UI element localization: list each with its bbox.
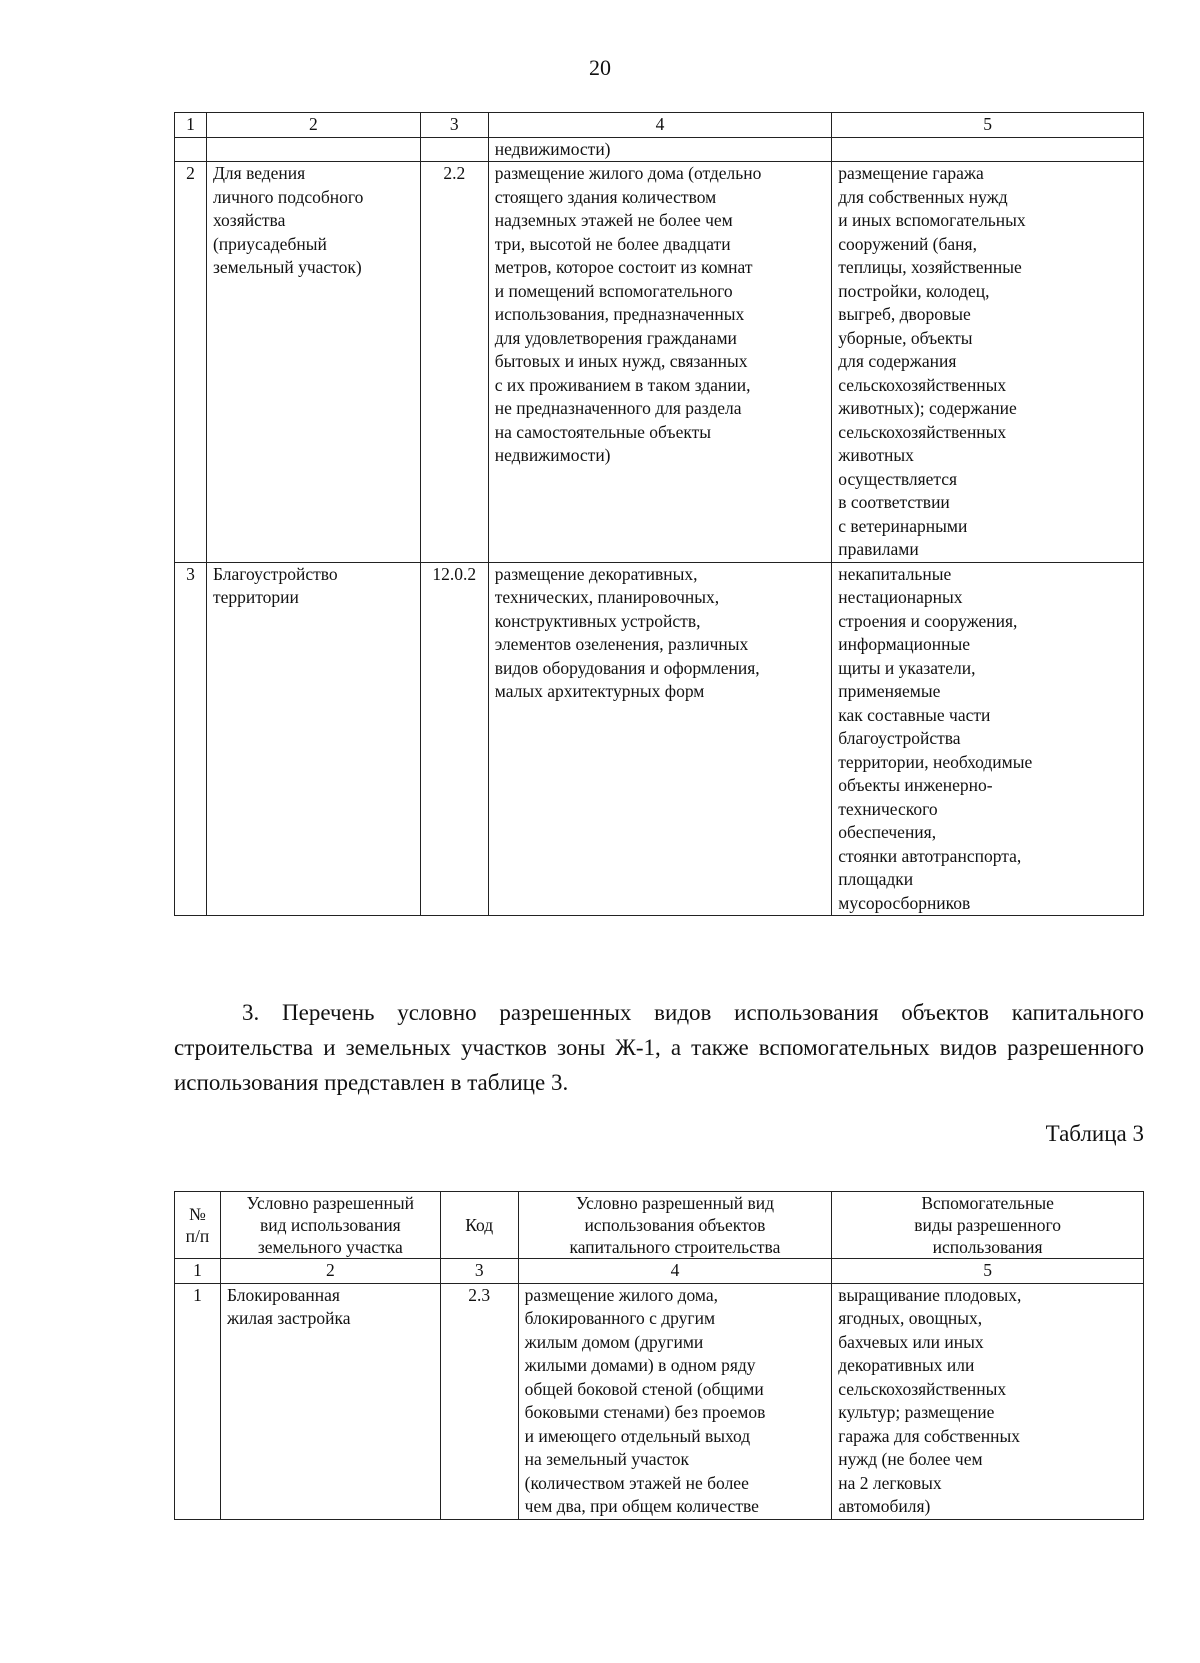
land-use-code: 2.3 [440,1283,518,1519]
table-caption: Таблица 3 [1045,1121,1144,1146]
section-paragraph-text: 3. Перечень условно разрешенных видов использования объектов капитального строительства и земельных участков зоны Ж-1, а также вспомогательных видов разрешенного использования представлен в таблице 3. [174,1000,1144,1095]
auxiliary-use [832,137,1144,162]
auxiliary-use: некапитальные нестационарных строения и сооружения, информационные щиты и указатели, применяемые как составные части благоустройства территории, необходимые объекты инженерно- технического обеспечения, стоянки автотранспорта, площадки мусоросборников [832,562,1144,916]
row-number: 1 [175,1283,221,1519]
column-number: 3 [440,1259,518,1284]
use-description: недвижимости) [488,137,832,162]
row-number [175,137,207,162]
use-description: размещение декоративных, технических, планировочных, конструктивных устройств, элементов озеленения, различных видов оборудования и оформления, малых архитектурных форм [488,562,832,916]
land-use-code: 12.0.2 [420,562,488,916]
row-number: 3 [175,562,207,916]
land-use-code: 2.2 [420,162,488,563]
table-row [175,162,1144,563]
column-number: 1 [175,1259,221,1284]
column-number: 4 [518,1259,832,1284]
land-use-name [206,137,420,162]
land-use-name: Блокированная жилая застройка [220,1283,440,1519]
column-number: 5 [832,113,1144,138]
header-cell: № п/п [175,1192,221,1259]
land-use-name: Для ведения личного подсобного хозяйства (приусадебный земельный участок) [206,162,420,563]
header-row [175,1192,1144,1259]
column-number: 3 [420,113,488,138]
header-cell: Код [440,1192,518,1259]
conditional-use-table [174,1191,1144,1520]
column-number: 4 [488,113,832,138]
land-use-name: Благоустройство территории [206,562,420,916]
auxiliary-use: выращивание плодовых, ягодных, овощных, бахчевых или иных декоративных или сельскохозяйственных культур; размещение гаража для собственных нужд (не более чем на 2 легковых автомобиля) [832,1283,1144,1519]
table-row [175,1283,1144,1519]
table-row [175,137,1144,162]
header-cell: Условно разрешенный вид использования земельного участка [220,1192,440,1259]
use-description: размещение жилого дома, блокированного с другим жилым домом (другими жилыми домами) в одном ряду общей боковой стеной (общими боковыми стенами) без проемов и имеющего отдельный выход на земельный участок (количеством этажей не более чем два, при общем количестве [518,1283,832,1519]
column-number-row [175,1259,1144,1284]
row-number: 2 [175,162,207,563]
land-use-table-continued [174,112,1144,916]
column-number: 2 [220,1259,440,1284]
use-description: размещение жилого дома (отдельно стоящего здания количеством надземных этажей не более чем три, высотой не более двадцати метров, которое состоит из комнат и помещений вспомогательного использования, предназначенных для удовлетворения гражданами бытовых и иных нужд, связанных с их проживанием в таком здании, не предназначенного для раздела на самостоятельные объекты недвижимости) [488,162,832,563]
land-use-code [420,137,488,162]
page-number: 20 [589,55,611,80]
column-number: 5 [832,1259,1144,1284]
auxiliary-use: размещение гаража для собственных нужд и иных вспомогательных сооружений (баня, теплицы, хозяйственные постройки, колодец, выгреб, дворовые уборные, объекты для содержания сельскохозяйственных животных); содержание сельскохозяйственных животных осуществляется в соответствии с ветеринарными правилами [832,162,1144,563]
section-paragraph [174,995,1144,1100]
column-number: 1 [175,113,207,138]
table-row [175,562,1144,916]
column-number: 2 [206,113,420,138]
header-cell: Вспомогательные виды разрешенного использования [832,1192,1144,1259]
header-cell: Условно разрешенный вид использования объектов капитального строительства [518,1192,832,1259]
column-number-row [175,113,1144,138]
